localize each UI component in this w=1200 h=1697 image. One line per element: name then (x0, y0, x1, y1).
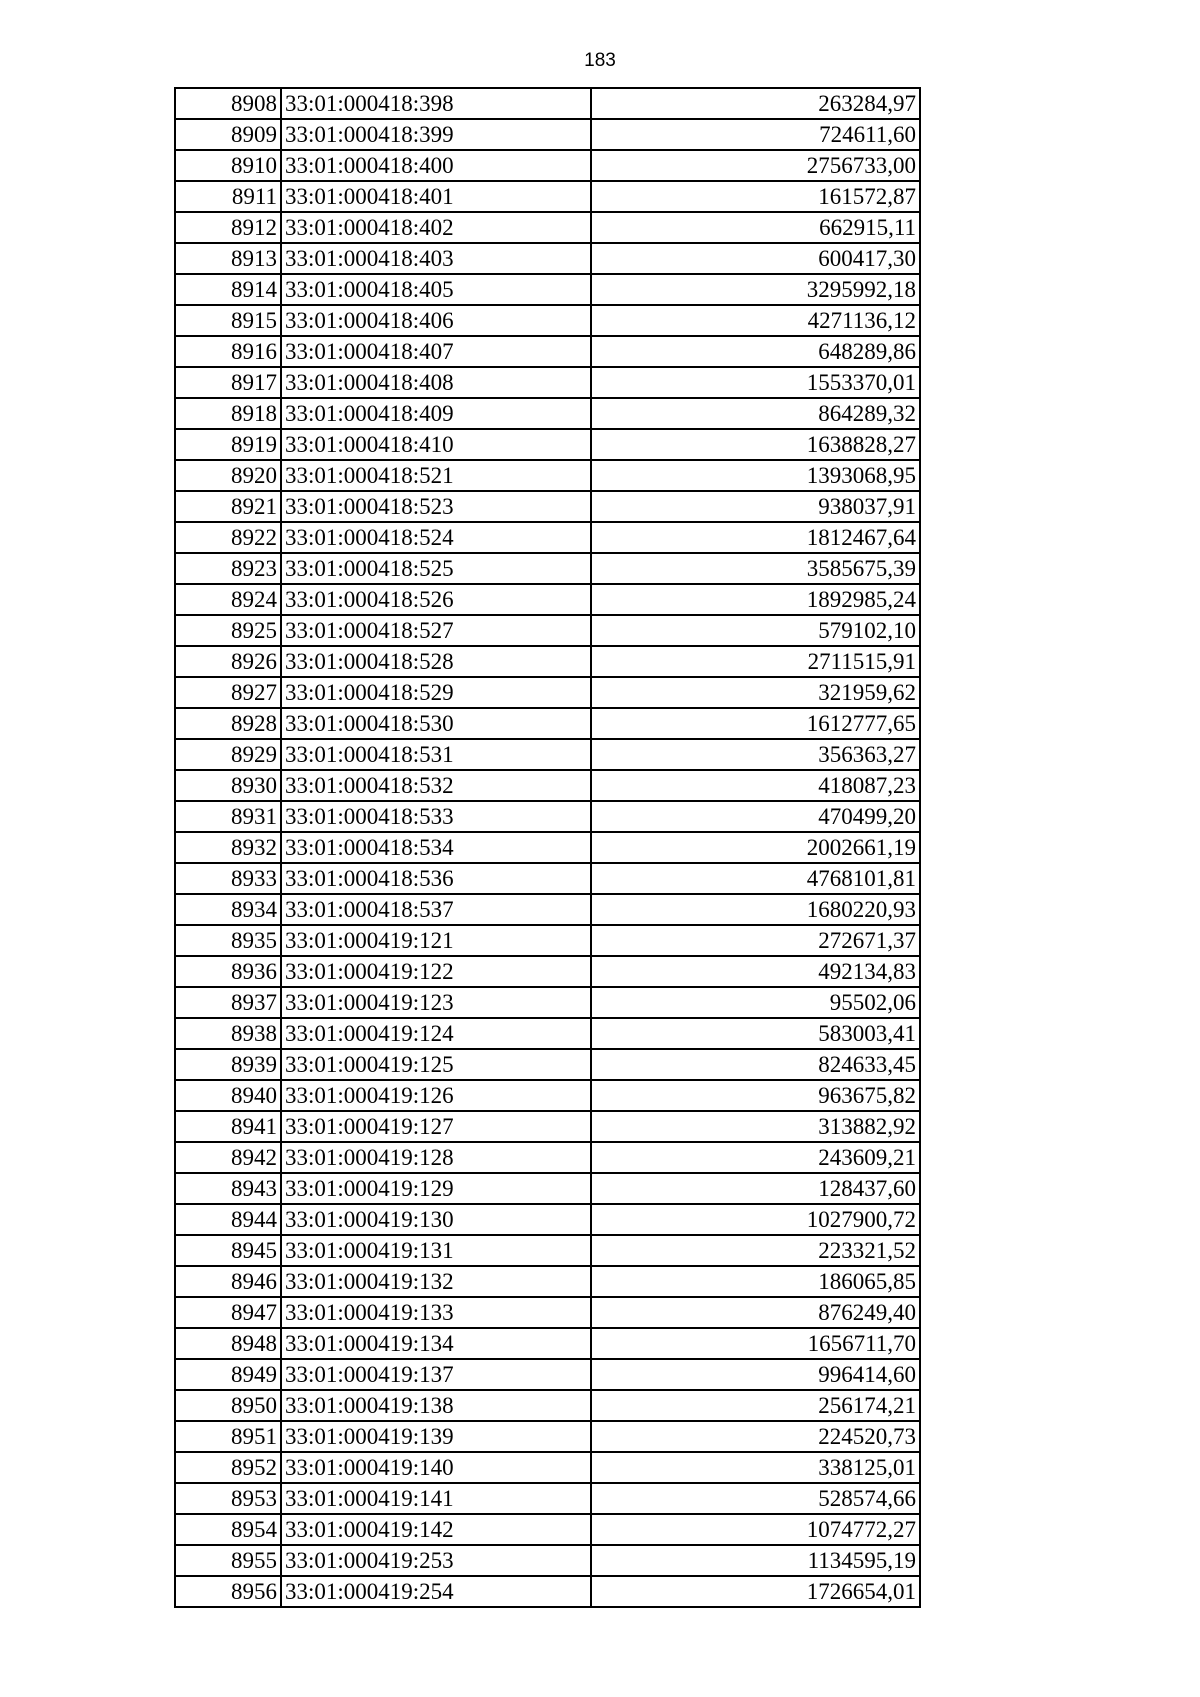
table-row (175, 1080, 920, 1111)
row-number-cell: 8930 (175, 770, 281, 801)
table-row (175, 150, 920, 181)
cadastral-number-cell: 33:01:000419:124 (281, 1018, 591, 1049)
row-number-cell: 8925 (175, 615, 281, 646)
row-number-cell: 8936 (175, 956, 281, 987)
table-row (175, 1514, 920, 1545)
cadastral-number-cell: 33:01:000418:523 (281, 491, 591, 522)
table-row (175, 1204, 920, 1235)
table-row (175, 1545, 920, 1576)
cadastral-number-cell: 33:01:000418:529 (281, 677, 591, 708)
cadastral-value-cell: 662915,11 (591, 212, 920, 243)
row-number-cell: 8934 (175, 894, 281, 925)
cadastral-value-cell: 1680220,93 (591, 894, 920, 925)
cadastral-value-cell: 996414,60 (591, 1359, 920, 1390)
row-number-cell: 8937 (175, 987, 281, 1018)
table-row (175, 243, 920, 274)
cadastral-value-cell: 583003,41 (591, 1018, 920, 1049)
row-number-cell: 8911 (175, 181, 281, 212)
cadastral-number-cell: 33:01:000419:253 (281, 1545, 591, 1576)
table-row (175, 770, 920, 801)
cadastral-number-cell: 33:01:000419:132 (281, 1266, 591, 1297)
row-number-cell: 8954 (175, 1514, 281, 1545)
cadastral-number-cell: 33:01:000418:408 (281, 367, 591, 398)
table-row (175, 88, 920, 119)
row-number-cell: 8918 (175, 398, 281, 429)
table-row (175, 987, 920, 1018)
cadastral-value-cell: 321959,62 (591, 677, 920, 708)
row-number-cell: 8935 (175, 925, 281, 956)
cadastral-number-cell: 33:01:000418:401 (281, 181, 591, 212)
table-row (175, 460, 920, 491)
table-row (175, 1483, 920, 1514)
cadastral-value-cell: 1393068,95 (591, 460, 920, 491)
table-row (175, 212, 920, 243)
table-row (175, 956, 920, 987)
cadastral-number-cell: 33:01:000418:521 (281, 460, 591, 491)
cadastral-number-cell: 33:01:000418:403 (281, 243, 591, 274)
table-row (175, 801, 920, 832)
cadastral-value-cell: 338125,01 (591, 1452, 920, 1483)
cadastral-number-cell: 33:01:000418:398 (281, 88, 591, 119)
cadastral-value-cell: 648289,86 (591, 336, 920, 367)
cadastral-number-cell: 33:01:000419:254 (281, 1576, 591, 1607)
cadastral-number-cell: 33:01:000419:127 (281, 1111, 591, 1142)
row-number-cell: 8952 (175, 1452, 281, 1483)
row-number-cell: 8944 (175, 1204, 281, 1235)
cadastral-number-cell: 33:01:000419:125 (281, 1049, 591, 1080)
table-row (175, 1018, 920, 1049)
table-row (175, 1266, 920, 1297)
row-number-cell: 8949 (175, 1359, 281, 1390)
cadastral-value-cell: 963675,82 (591, 1080, 920, 1111)
table-row (175, 1390, 920, 1421)
table-row (175, 925, 920, 956)
cadastral-value-cell: 313882,92 (591, 1111, 920, 1142)
row-number-cell: 8913 (175, 243, 281, 274)
cadastral-value-cell: 4768101,81 (591, 863, 920, 894)
cadastral-number-cell: 33:01:000419:128 (281, 1142, 591, 1173)
row-number-cell: 8948 (175, 1328, 281, 1359)
cadastral-number-cell: 33:01:000419:129 (281, 1173, 591, 1204)
cadastral-value-cell: 223321,52 (591, 1235, 920, 1266)
row-number-cell: 8950 (175, 1390, 281, 1421)
table-row (175, 429, 920, 460)
table-row (175, 336, 920, 367)
cadastral-value-cell: 724611,60 (591, 119, 920, 150)
cadastral-number-cell: 33:01:000419:123 (281, 987, 591, 1018)
table-row (175, 1173, 920, 1204)
cadastral-number-cell: 33:01:000419:126 (281, 1080, 591, 1111)
cadastral-value-cell: 3585675,39 (591, 553, 920, 584)
row-number-cell: 8929 (175, 739, 281, 770)
cadastral-value-cell: 2002661,19 (591, 832, 920, 863)
cadastral-value-cell: 1074772,27 (591, 1514, 920, 1545)
table-row (175, 1297, 920, 1328)
cadastral-number-cell: 33:01:000418:530 (281, 708, 591, 739)
cadastral-value-cell: 256174,21 (591, 1390, 920, 1421)
table-row (175, 739, 920, 770)
cadastral-value-cell: 161572,87 (591, 181, 920, 212)
table-row (175, 584, 920, 615)
row-number-cell: 8922 (175, 522, 281, 553)
table-row (175, 181, 920, 212)
cadastral-number-cell: 33:01:000418:524 (281, 522, 591, 553)
cadastral-value-cell: 1726654,01 (591, 1576, 920, 1607)
cadastral-value-cell: 938037,91 (591, 491, 920, 522)
row-number-cell: 8945 (175, 1235, 281, 1266)
row-number-cell: 8909 (175, 119, 281, 150)
cadastral-value-table (174, 87, 921, 1608)
table-row (175, 1235, 920, 1266)
cadastral-number-cell: 33:01:000419:121 (281, 925, 591, 956)
row-number-cell: 8923 (175, 553, 281, 584)
cadastral-value-cell: 492134,83 (591, 956, 920, 987)
row-number-cell: 8955 (175, 1545, 281, 1576)
cadastral-number-cell: 33:01:000419:133 (281, 1297, 591, 1328)
cadastral-number-cell: 33:01:000418:409 (281, 398, 591, 429)
cadastral-value-cell: 864289,32 (591, 398, 920, 429)
row-number-cell: 8912 (175, 212, 281, 243)
cadastral-value-cell: 4271136,12 (591, 305, 920, 336)
cadastral-value-cell: 3295992,18 (591, 274, 920, 305)
table-row (175, 522, 920, 553)
cadastral-number-cell: 33:01:000419:131 (281, 1235, 591, 1266)
table-row (175, 553, 920, 584)
table-body (175, 88, 920, 1607)
cadastral-value-cell: 1553370,01 (591, 367, 920, 398)
table-row (175, 1111, 920, 1142)
table-row (175, 1049, 920, 1080)
row-number-cell: 8946 (175, 1266, 281, 1297)
table-row (175, 1576, 920, 1607)
row-number-cell: 8932 (175, 832, 281, 863)
cadastral-value-cell: 1892985,24 (591, 584, 920, 615)
cadastral-value-cell: 418087,23 (591, 770, 920, 801)
cadastral-value-cell: 1812467,64 (591, 522, 920, 553)
cadastral-value-cell: 2711515,91 (591, 646, 920, 677)
row-number-cell: 8928 (175, 708, 281, 739)
table-row (175, 677, 920, 708)
row-number-cell: 8926 (175, 646, 281, 677)
cadastral-number-cell: 33:01:000418:399 (281, 119, 591, 150)
row-number-cell: 8920 (175, 460, 281, 491)
row-number-cell: 8933 (175, 863, 281, 894)
cadastral-number-cell: 33:01:000418:406 (281, 305, 591, 336)
table-row (175, 646, 920, 677)
cadastral-value-cell: 243609,21 (591, 1142, 920, 1173)
cadastral-value-cell: 1656711,70 (591, 1328, 920, 1359)
cadastral-number-cell: 33:01:000419:139 (281, 1421, 591, 1452)
cadastral-value-cell: 224520,73 (591, 1421, 920, 1452)
row-number-cell: 8939 (175, 1049, 281, 1080)
cadastral-value-cell: 1612777,65 (591, 708, 920, 739)
cadastral-number-cell: 33:01:000419:138 (281, 1390, 591, 1421)
cadastral-value-cell: 186065,85 (591, 1266, 920, 1297)
cadastral-number-cell: 33:01:000418:407 (281, 336, 591, 367)
table-row (175, 1359, 920, 1390)
cadastral-number-cell: 33:01:000418:531 (281, 739, 591, 770)
row-number-cell: 8914 (175, 274, 281, 305)
cadastral-value-cell: 128437,60 (591, 1173, 920, 1204)
row-number-cell: 8931 (175, 801, 281, 832)
row-number-cell: 8956 (175, 1576, 281, 1607)
table-row (175, 398, 920, 429)
row-number-cell: 8915 (175, 305, 281, 336)
table-row (175, 274, 920, 305)
row-number-cell: 8924 (175, 584, 281, 615)
cadastral-number-cell: 33:01:000418:527 (281, 615, 591, 646)
row-number-cell: 8953 (175, 1483, 281, 1514)
table-row (175, 367, 920, 398)
table-row (175, 863, 920, 894)
cadastral-number-cell: 33:01:000419:142 (281, 1514, 591, 1545)
cadastral-number-cell: 33:01:000418:525 (281, 553, 591, 584)
table-row (175, 1421, 920, 1452)
row-number-cell: 8908 (175, 88, 281, 119)
row-number-cell: 8917 (175, 367, 281, 398)
cadastral-value-cell: 1638828,27 (591, 429, 920, 460)
row-number-cell: 8951 (175, 1421, 281, 1452)
cadastral-number-cell: 33:01:000418:526 (281, 584, 591, 615)
cadastral-value-cell: 470499,20 (591, 801, 920, 832)
table-row (175, 894, 920, 925)
cadastral-value-cell: 528574,66 (591, 1483, 920, 1514)
row-number-cell: 8910 (175, 150, 281, 181)
cadastral-number-cell: 33:01:000419:134 (281, 1328, 591, 1359)
row-number-cell: 8943 (175, 1173, 281, 1204)
cadastral-number-cell: 33:01:000418:410 (281, 429, 591, 460)
row-number-cell: 8938 (175, 1018, 281, 1049)
cadastral-value-cell: 600417,30 (591, 243, 920, 274)
table-row (175, 491, 920, 522)
cadastral-number-cell: 33:01:000418:405 (281, 274, 591, 305)
cadastral-number-cell: 33:01:000419:140 (281, 1452, 591, 1483)
row-number-cell: 8942 (175, 1142, 281, 1173)
page-number: 183 (584, 50, 616, 71)
cadastral-number-cell: 33:01:000419:122 (281, 956, 591, 987)
cadastral-number-cell: 33:01:000418:537 (281, 894, 591, 925)
cadastral-number-cell: 33:01:000419:137 (281, 1359, 591, 1390)
row-number-cell: 8940 (175, 1080, 281, 1111)
cadastral-value-cell: 356363,27 (591, 739, 920, 770)
cadastral-number-cell: 33:01:000418:402 (281, 212, 591, 243)
row-number-cell: 8927 (175, 677, 281, 708)
cadastral-value-cell: 876249,40 (591, 1297, 920, 1328)
table-row (175, 615, 920, 646)
table-row (175, 305, 920, 336)
cadastral-number-cell: 33:01:000418:534 (281, 832, 591, 863)
cadastral-value-cell: 272671,37 (591, 925, 920, 956)
cadastral-number-cell: 33:01:000418:528 (281, 646, 591, 677)
cadastral-number-cell: 33:01:000419:130 (281, 1204, 591, 1235)
cadastral-value-cell: 579102,10 (591, 615, 920, 646)
row-number-cell: 8916 (175, 336, 281, 367)
table-row (175, 1142, 920, 1173)
cadastral-value-cell: 95502,06 (591, 987, 920, 1018)
row-number-cell: 8919 (175, 429, 281, 460)
row-number-cell: 8941 (175, 1111, 281, 1142)
cadastral-value-cell: 1027900,72 (591, 1204, 920, 1235)
cadastral-value-cell: 263284,97 (591, 88, 920, 119)
table-row (175, 119, 920, 150)
row-number-cell: 8947 (175, 1297, 281, 1328)
row-number-cell: 8921 (175, 491, 281, 522)
cadastral-number-cell: 33:01:000418:533 (281, 801, 591, 832)
table-row (175, 1452, 920, 1483)
table-row (175, 1328, 920, 1359)
cadastral-value-cell: 1134595,19 (591, 1545, 920, 1576)
table-row (175, 708, 920, 739)
cadastral-number-cell: 33:01:000418:532 (281, 770, 591, 801)
cadastral-number-cell: 33:01:000418:400 (281, 150, 591, 181)
cadastral-number-cell: 33:01:000418:536 (281, 863, 591, 894)
cadastral-number-cell: 33:01:000419:141 (281, 1483, 591, 1514)
cadastral-value-cell: 824633,45 (591, 1049, 920, 1080)
table-row (175, 832, 920, 863)
cadastral-value-cell: 2756733,00 (591, 150, 920, 181)
